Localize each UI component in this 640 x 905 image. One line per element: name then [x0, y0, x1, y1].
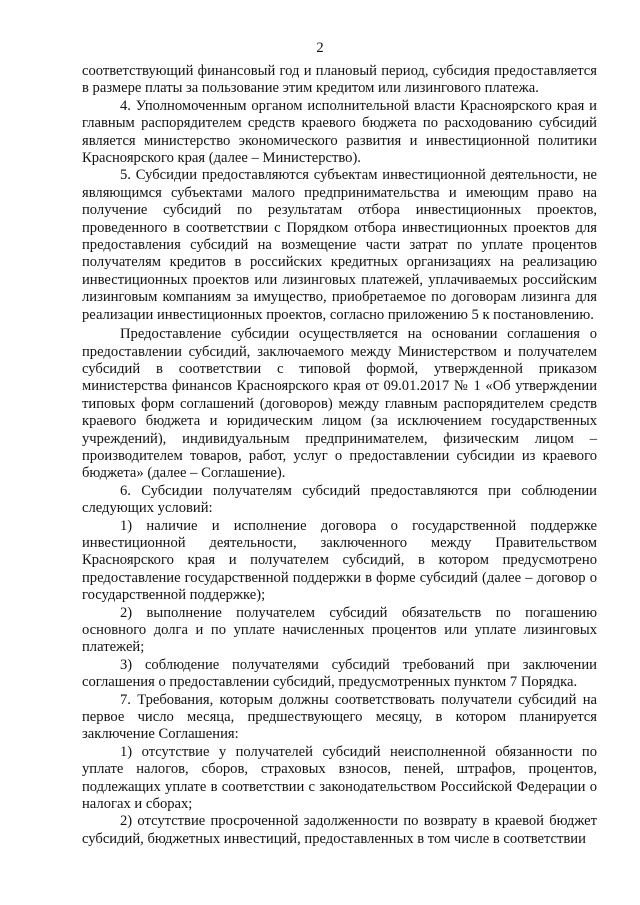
paragraph-6-item-3: 3) соблюдение получателями субсидий требований при заключении соглашения о предоставлении субсидий, предусмотренных пунктом 7 Порядка.: [82, 656, 597, 691]
paragraph-5: 5. Субсидии предоставляются субъектам инвестиционной деятельности, не являющимся субъектами малого предпринимательства и имеющим право на получение субсидий по результатам отбора инвестиционных проектов, проведенного в соответствии с Порядком отбора инвестиционных проектов для предоставления субсидий на возмещение части затрат по уплате процентов получателям кредитов в российских кредитных организациях на реализацию инвестиционных проектов или лизинговых платежей, уплачиваемых российским лизинговым компаниям за имущество, приобретаемое по договорам лизинга для реализации инвестиционных проектов, согласно приложению 5 к постановлению.: [82, 167, 597, 323]
page-number: 2: [316, 40, 324, 56]
document-body: [82, 63, 597, 848]
paragraph-7: 7. Требования, которым должны соответствовать получатели субсидий на первое число месяца, предшествующего месяцу, в котором планируется заключение Соглашения:: [82, 691, 597, 743]
paragraph-continuation: соответствующий финансовый год и плановый период, субсидия предоставляется в размере платы за пользование этим кредитом или лизингового платежа.: [82, 63, 597, 97]
paragraph-7-item-1: 1) отсутствие у получателей субсидий неисполненной обязанности по уплате налогов, сборов, страховых взносов, пеней, штрафов, процентов, подлежащих уплате в соответствии с законодательством Российской Федерации о налогах и сборах;: [82, 743, 597, 813]
paragraph-6-item-2: 2) выполнение получателем субсидий обязательств по погашению основного долга и по уплате начисленных процентов или уплате лизинговых платежей;: [82, 604, 597, 656]
paragraph-7-item-2: 2) отсутствие просроченной задолженности по возврату в краевой бюджет субсидий, бюджетных инвестиций, предоставленных в том числе в соответствии: [82, 813, 597, 847]
paragraph-6: 6. Субсидии получателям субсидий предоставляются при соблюдении следующих условий:: [82, 482, 597, 517]
paragraph-6-item-1: 1) наличие и исполнение договора о государственной поддержке инвестиционной деятельности, заключенного между Правительством Красноярского края и получателем субсидий, в котором предусмотрено предоставление государственной поддержки в форме субсидий (далее – договор о государственной поддержке);: [82, 517, 597, 604]
paragraph-5-agreement: Предоставление субсидии осуществляется на основании соглашения о предоставлении субсидий, заключаемого между Министерством и получателем субсидий в соответствии с типовой формой, утвержденной приказом министерства финансов Красноярского края от 09.01.2017 № 1 «Об утверждении типовых форм соглашений (договоров) между главным распорядителем средств краевого бюджета и юридическим лицом (за исключением государственных учреждений), индивидуальным предпринимателем, физическим лицом – производителем товаров, работ, услуг о предоставлении субсидии из краевого бюджета» (далее – Соглашение).: [82, 326, 597, 482]
paragraph-4: 4. Уполномоченным органом исполнительной власти Красноярского края и главным распорядителем средств краевого бюджета по расходованию субсидий является министерство экономического развития и инвестиционной политики Красноярского края (далее – Министерство).: [82, 97, 597, 167]
